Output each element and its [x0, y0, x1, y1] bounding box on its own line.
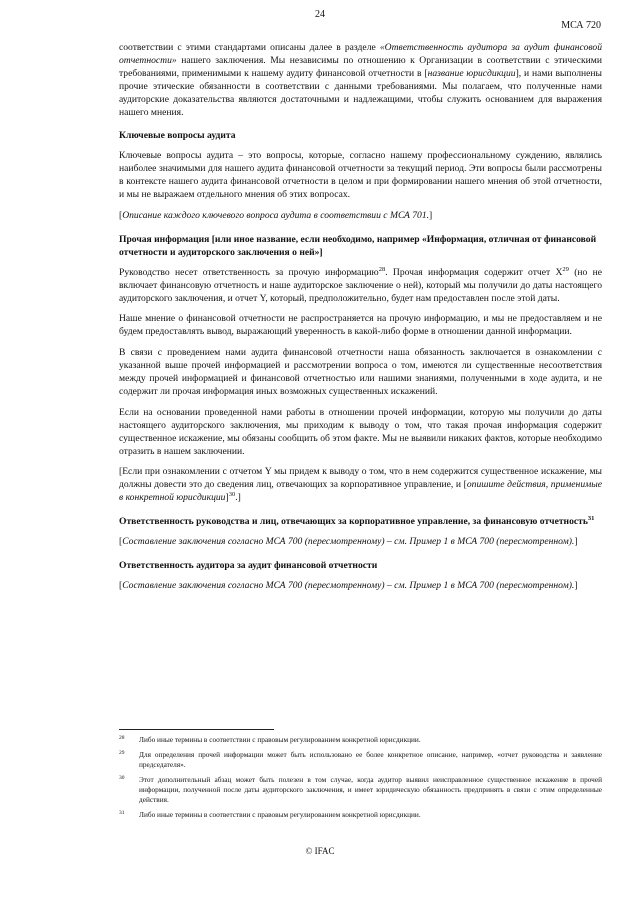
page-number: 24 — [315, 9, 325, 20]
management-placeholder: [Составление заключения согласно МСА 700 (пересмотренному) – см. Пример 1 в МСА 700 (пересмотренном).] — [119, 536, 578, 548]
footnote-ref: 28 — [378, 265, 386, 273]
other-info-paragraph-3: В связи с проведением нами аудита финансовой отчетности наша обязанность заключается в ознакомлении с указанной выше прочей информацией и рассмотрении вопроса о том, имеются ли существенные несоответствия между прочей информацией и финансовой отчетностью или нашими знаниями, полученными в ходе аудита, и не содержит ли прочая информация иных возможных существенных искажений. — [119, 347, 602, 397]
document-id: МСА 720 — [561, 20, 601, 31]
other-info-paragraph-2: Наше мнение о финансовой отчетности не распространяется на прочую информацию, и мы не предоставляем и не будем предоставлять вывод, выражающий уверенность в какой-либо форме в отношении данной информации. — [119, 313, 602, 338]
intro-paragraph: соответствии с этими стандартами описаны далее в разделе «Ответственность аудитора за аудит финансовой отчетности» нашего заключения. Мы независимы по отношению к Организации в соответствии с этическими требованиями, применимыми к нашему аудиту финансовой отчетности в [название юрисдикции], и нами выполнены прочие этические обязанности в соответствии с данными требованиями. Мы полагаем, что полученные нами аудиторские доказательства являются достаточными и надлежащими, чтобы служить основанием для выражения нашего мнения. — [119, 42, 603, 118]
auditor-responsibility-heading: Ответственность аудитора за аудит финансовой отчетности — [119, 560, 378, 571]
footnote: 31 Либо иные термины в соответствии с правовым регулированием конкретной юрисдикции. — [119, 810, 421, 819]
kam-heading: Ключевые вопросы аудита — [119, 130, 236, 142]
footnote-ref: 29 — [562, 265, 569, 273]
footnote: 29 Для определения прочей информации может быть использовано ее более конкретное описание, например, «отчет руководства и заявление председателя». — [119, 750, 602, 769]
other-info-paragraph-1: Руководство несет ответственность за прочую информацию$^{28}$. Прочая информация содержит отчет $X^{29}$ (но не включает финансовую отчетность и наше аудиторское заключение о ней), который мы получили до даты настоящего аудиторского заключения, и отчет Y, который, предположительно, будет нам предоставлен после этой даты. — [119, 265, 603, 304]
auditor-placeholder: [Составление заключения согласно МСА 700 (пересмотренному) – см. Пример 1 в МСА 700 (пересмотренном).] — [119, 579, 578, 591]
footnote: 30 Этот дополнительный абзац может быть полезен в том случае, когда аудитор выявил неисправленное существенное искажение в прочей информации, полученной после даты аудиторского заключения, и имеет юридическую обязанность предпринять в связи с этим определенные действия. — [119, 775, 602, 804]
kam-paragraph: Ключевые вопросы аудита – это вопросы, которые, согласно нашему профессиональному суждению, являлись наиболее значимыми для нашего аудита финансовой отчетности за текущий период. Эти вопросы были рассмотрены в контексте нашего аудита финансовой отчетности в целом и при формировании нашего мнения об этой отчетности, и мы не выражаем отдельного мнения об этих вопросах. — [119, 150, 602, 201]
other-info-heading: Прочая информация [или иное название, если необходимо, например «Информация, отличная от финансовой отчетности и аудиторского заключения о ней»] — [119, 233, 597, 258]
kam-placeholder: [Описание каждого ключевого вопроса аудита в соответствии с МСА 701.] — [119, 209, 433, 221]
footnote-ref: 31 — [587, 515, 595, 522]
footnotes — [119, 735, 602, 825]
management-responsibility-heading: Ответственность руководства и лиц, отвечающих за корпоративное управление, за финансовую отчетность$^{31}$ — [119, 515, 595, 528]
footnote-ref: 30 — [228, 491, 236, 499]
footnote: 28 Либо иные термины в соответствии с правовым регулированием конкретной юрисдикции. — [119, 735, 421, 744]
other-info-paragraph-5: [Если при ознакомлении с отчетом Y мы придем к выводу о том, что в нем содержится существенное искажение, мы должны довести это до сведения лиц, отвечающих за корпоративное управление, и [опишите действия, применимые в конкретной юрисдикции]$^{30}$.] — [119, 466, 602, 504]
footnote-divider — [119, 729, 274, 730]
copyright-footer: © IFAC — [305, 846, 335, 856]
main-content — [119, 42, 602, 601]
other-info-paragraph-4: Если на основании проведенной нами работы в отношении прочей информации, которую мы получили до даты настоящего аудиторского заключения, мы приходим к выводу о том, что такая прочая информация содержит существенное искажение, мы обязаны сообщить об этом факте. Мы не выявили никаких фактов, которые необходимо отразить в нашем заключении. — [119, 406, 602, 457]
